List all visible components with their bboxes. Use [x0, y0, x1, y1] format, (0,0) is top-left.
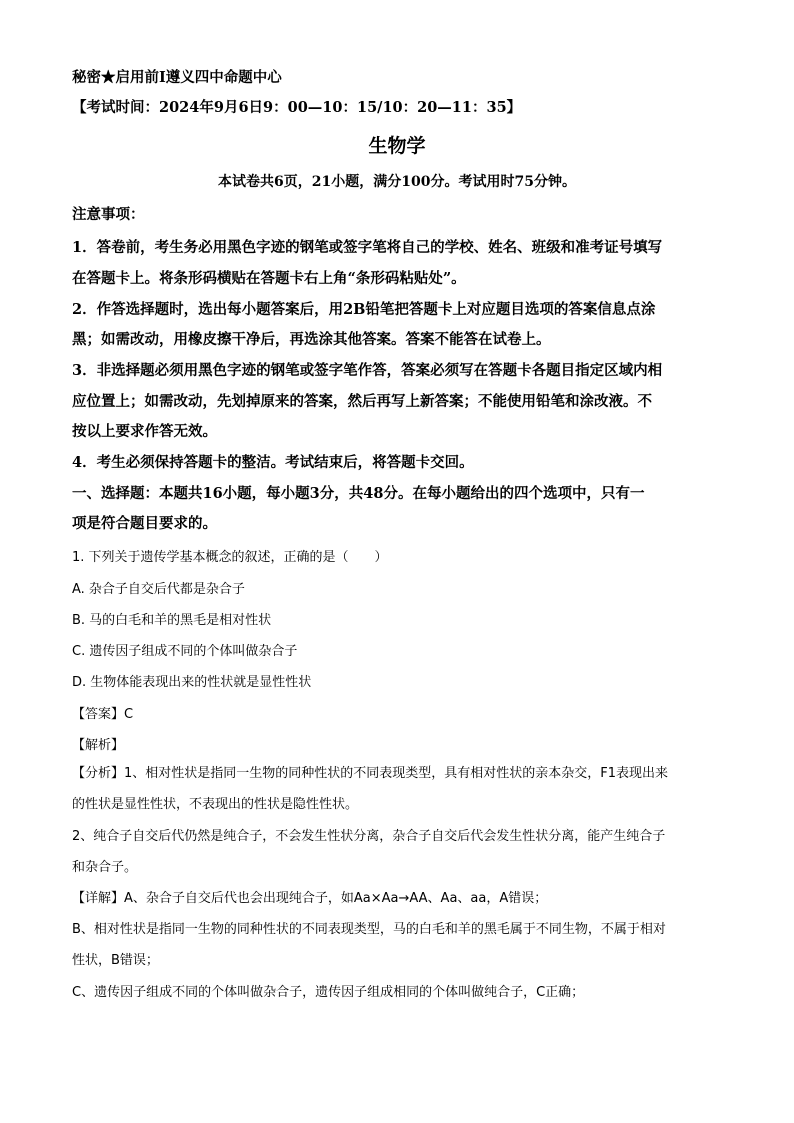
analysis-line-1: 【分析】1、相对性状是指同一生物的同种性状的不同表现类型，具有相对性状的亲本杂交，F1表现出来: [72, 766, 669, 781]
analysis-tag: 【解析】: [72, 738, 125, 753]
detail-line-1: 【详解】A、杂合子自交后代也会出现纯合子，如Aa×Aa→AA、Aa、aa，A错误；: [72, 891, 548, 906]
note-2-line-1: 2．作答选择题时，选出每小题答案后，用2B铅笔把答题卡上对应题目选项的答案信息点涂: [72, 301, 656, 318]
answer-block: [72, 703, 133, 722]
note-4: 4．考生必须保持答题卡的整洁。考试结束后，将答题卡交回。: [72, 454, 474, 471]
analysis-line-2: 的性状是显性性状，不表现出的性状是隐性性状。: [72, 797, 359, 812]
note-3-line-1: 3．非选择题必须用黑色字迹的钢笔或签字笔作答，答案必须写在答题卡各题目指定区域内相: [72, 362, 663, 379]
note-1-line-1: 1．答卷前，考生务必用黑色字迹的钢笔或签字笔将自己的学校、姓名、班级和准考证号填写: [72, 239, 663, 256]
section-heading-line-2: 项是符合题目要求的。: [72, 515, 217, 532]
answer-value: C: [124, 707, 134, 722]
question-1-stem: 1. 下列关于遗传学基本概念的叙述，正确的是（ ）: [72, 550, 388, 565]
detail-line-2: B、相对性状是指同一生物的同种性状的不同表现类型，马的白毛和羊的黑毛属于不同生物，不属于相对: [72, 922, 666, 937]
note-3-line-3: 按以上要求作答无效。: [72, 423, 217, 440]
question-1-option-c: C. 遗传因子组成不同的个体叫做杂合子: [72, 644, 298, 659]
analysis-line-4: 和杂合子。: [72, 860, 138, 875]
notes-title: 注意事项：: [72, 206, 145, 223]
header-exam-time: 【考试时间：2024年9月6日9：00—10：15/10：20—11：35】: [72, 99, 522, 116]
detail-line-4: C、遗传因子组成不同的个体叫做杂合子，遗传因子组成相同的个体叫做纯合子，C正确；: [72, 985, 585, 1000]
note-1-line-2: 在答题卡上。将条形码横贴在答题卡右上角“条形码粘贴处”。: [72, 270, 466, 287]
exam-info: 本试卷共6页，21小题，满分100分。考试用时75分钟。: [218, 174, 576, 190]
question-1-option-d: D. 生物体能表现出来的性状就是显性性状: [72, 675, 312, 690]
question-1-option-b: B. 马的白毛和羊的黑毛是相对性状: [72, 613, 272, 628]
header-secret: 秘密★启用前Ⅰ遵义四中命题中心: [72, 69, 282, 86]
analysis-line-3: 2、纯合子自交后代仍然是纯合子，不会发生性状分离，杂合子自交后代会发生性状分离，能产生纯合子: [72, 829, 666, 844]
detail-line-3: 性状，B错误；: [72, 953, 159, 968]
question-1-option-a: A. 杂合子自交后代都是杂合子: [72, 582, 245, 597]
answer-tag: 【答案】: [72, 707, 125, 722]
section-heading-line-1: 一、选择题：本题共16小题，每小题3分，共48分。在每小题给出的四个选项中，只有一: [72, 485, 645, 502]
page-title: 生物学: [368, 135, 426, 157]
note-2-line-2: 黑；如需改动，用橡皮擦干净后，再选涂其他答案。答案不能答在试卷上。: [72, 331, 551, 348]
note-3-line-2: 应位置上；如需改动，先划掉原来的答案，然后再写上新答案；不能使用铅笔和涂改液。不: [72, 393, 652, 410]
